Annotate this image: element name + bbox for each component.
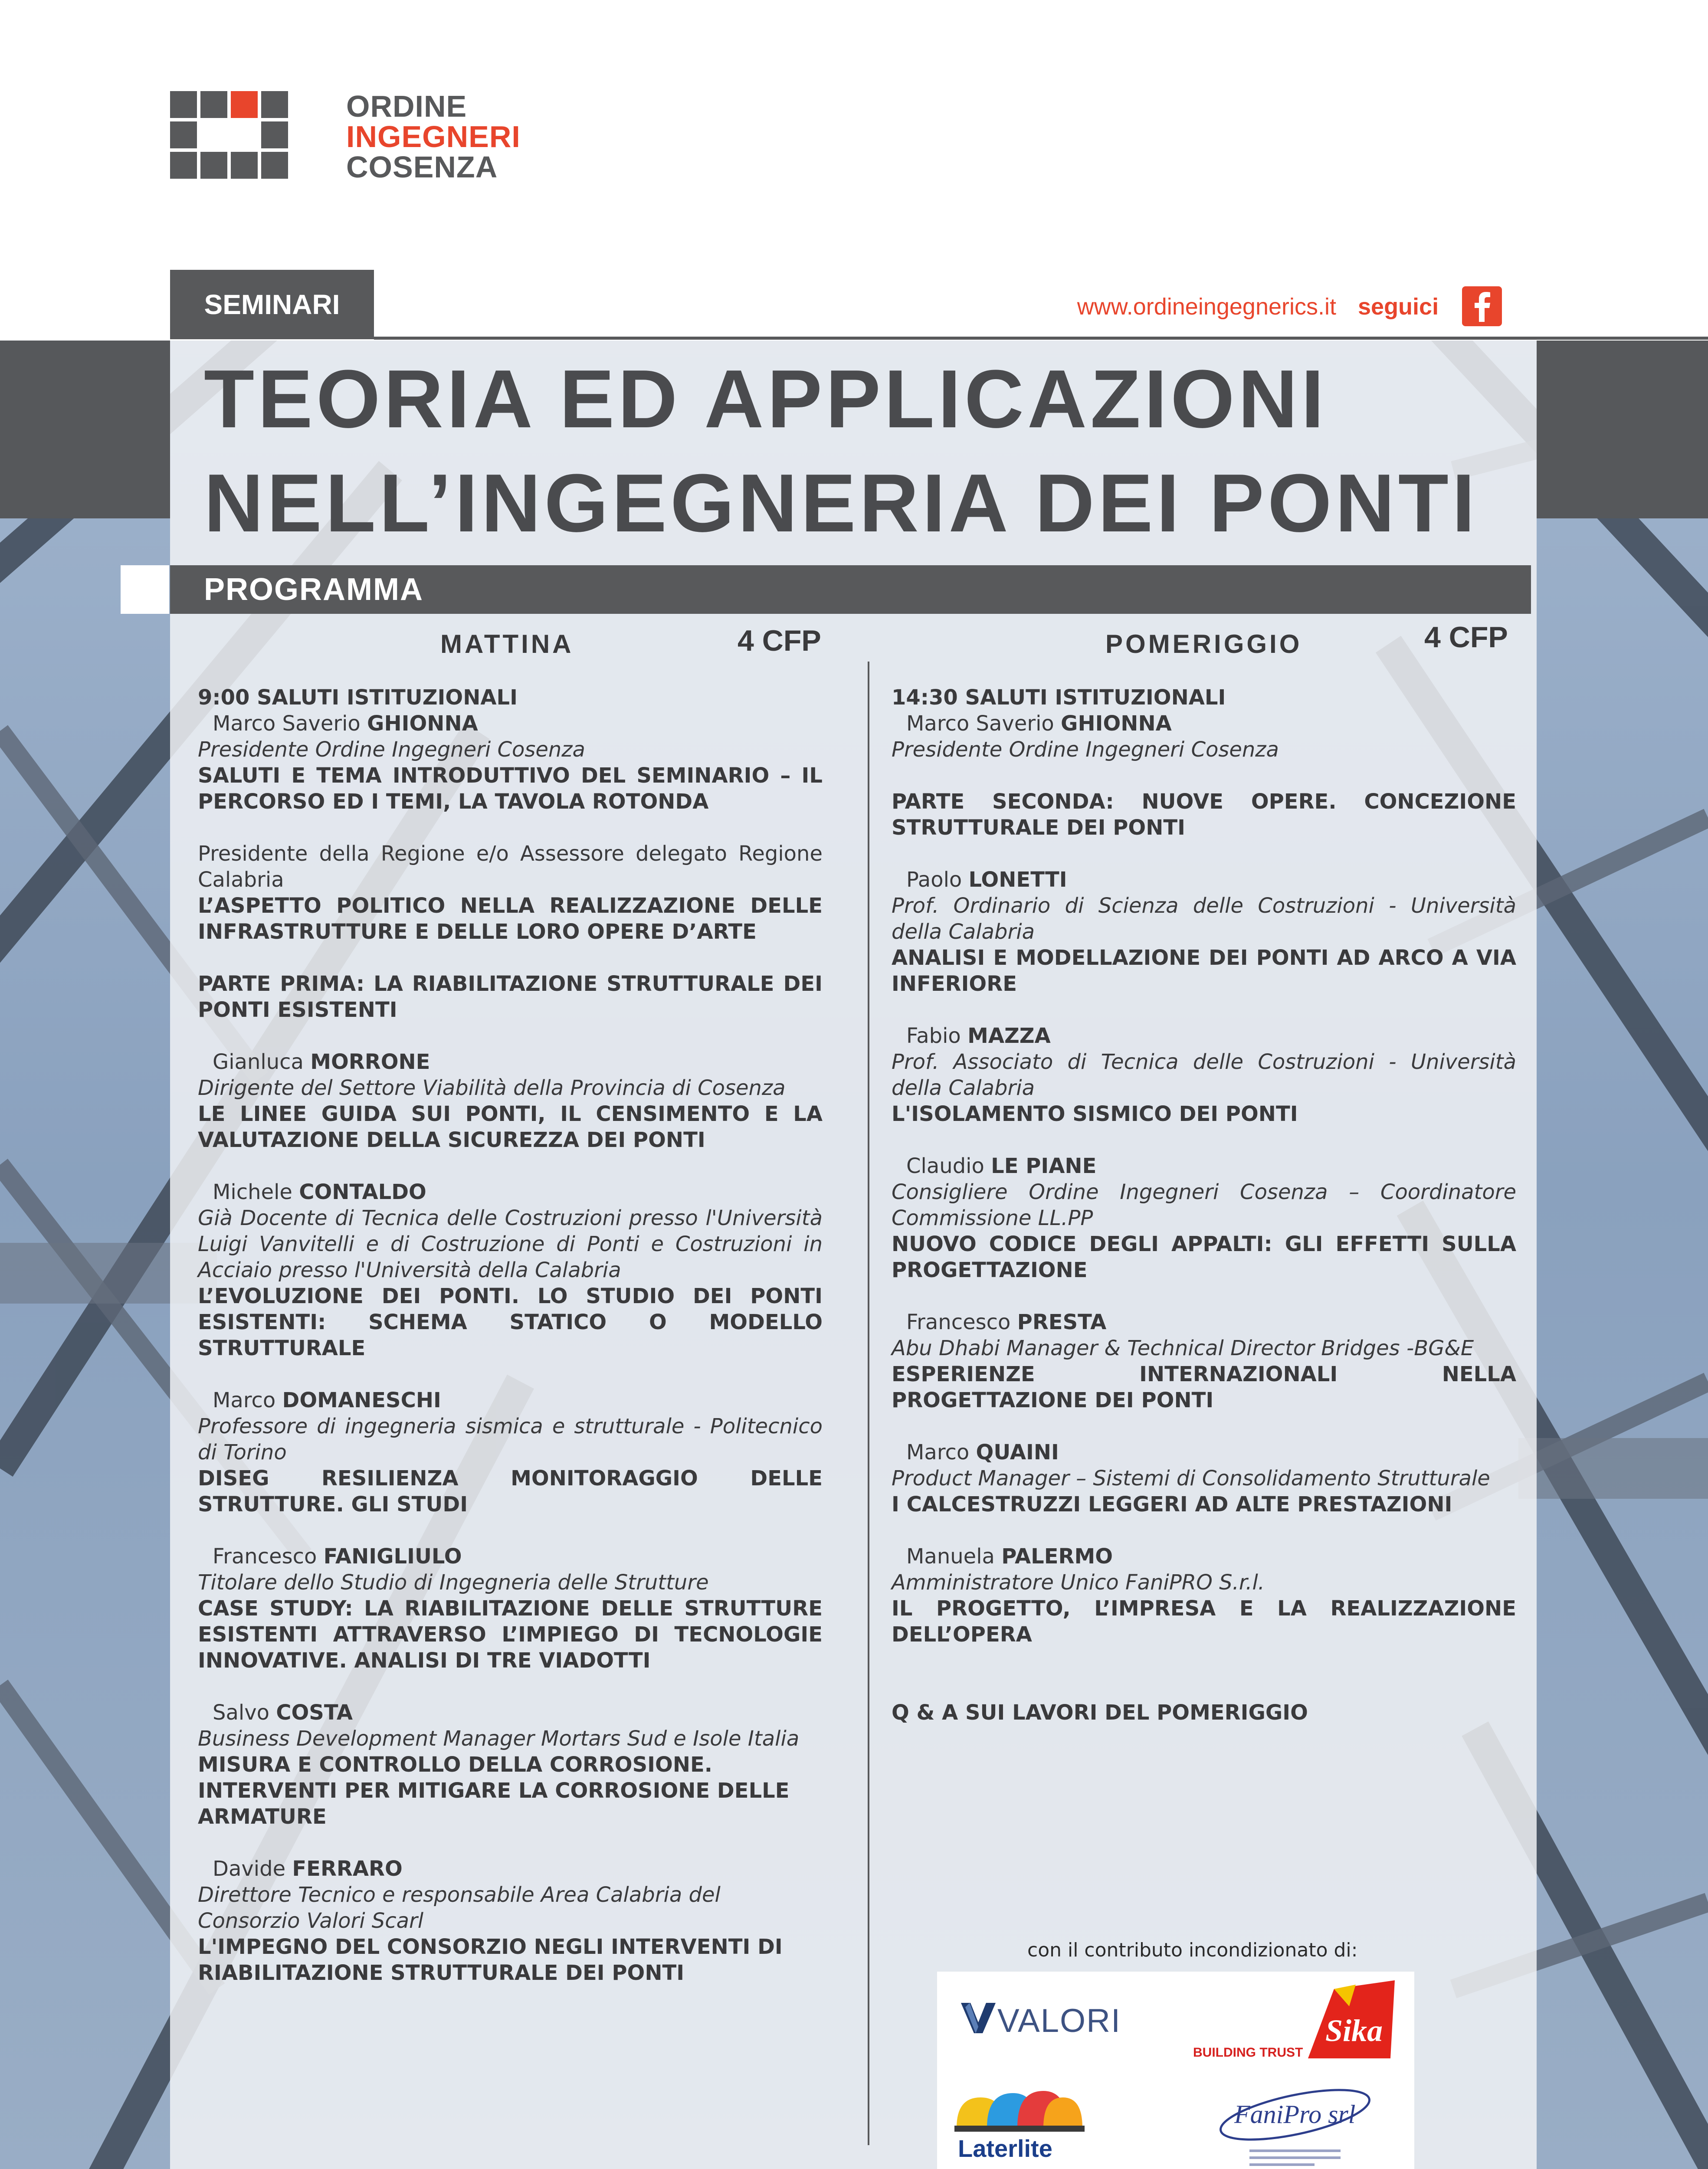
speaker-name: Marco Saverio GHIONNA [906, 711, 1172, 736]
speaker-role: Già Docente di Tecnica delle Costruzioni presso l'Università Luigi Vanvitelli e di Costruzione di Ponti e Costruzioni in Acciaio presso l'Università della Calabria [198, 1206, 823, 1282]
speaker-name: Francesco FANIGLIULO [213, 1544, 462, 1569]
session-time: 9:00 SALUTI ISTITUZIONALI [198, 685, 518, 710]
speaker-role: Amministratore Unico FaniPRO S.r.l. [892, 1570, 1265, 1595]
list-item [198, 841, 823, 945]
talk-title: DISEG RESILIENZA MONITORAGGIO DELLE STRUTTURE. GLI STUDI [198, 1466, 823, 1517]
talk-title: ESPERIENZE INTERNAZIONALI NELLA PROGETTAZIONE DEI PONTI [892, 1362, 1516, 1412]
list-item [892, 1543, 1516, 1648]
valori-logo: VALORI [961, 1993, 1143, 2045]
closing-session: Q & A SUI LAVORI DEL POMERIGGIO [892, 1700, 1308, 1725]
list-item [198, 1179, 823, 1361]
list-item [892, 1700, 1516, 1726]
speaker-role: Product Manager – Sistemi di Consolidamento Strutturale [892, 1466, 1490, 1491]
sponsors-label: con il contributo incondizionato di: [1027, 1939, 1358, 1961]
programma-square [121, 565, 169, 614]
talk-title: L'IMPEGNO DEL CONSORZIO NEGLI INTERVENTI DI RIABILITAZIONE STRUTTURALE DEI PONTI [198, 1935, 783, 1985]
laterlite-logo: Laterlite [954, 2080, 1093, 2169]
website-link[interactable]: www.ordineingegnerics.it [1077, 294, 1336, 320]
speaker-name: Manuela PALERMO [906, 1544, 1113, 1569]
speaker-role: Presidente Ordine Ingegneri Cosenza [892, 737, 1279, 762]
speaker-role: Direttore Tecnico e responsabile Area Calabria del Consorzio Valori Scarl [198, 1883, 721, 1933]
speaker-name: Gianluca MORRONE [213, 1050, 430, 1074]
morning-program [198, 685, 823, 2012]
pomeriggio-cfp: 4 CFP [1424, 621, 1508, 654]
speaker-role: Professore di ingegneria sismica e strutturale - Politecnico di Torino [198, 1414, 823, 1465]
part-heading: PARTE SECONDA: NUOVE OPERE. CONCEZIONE STRUTTURALE DEI PONTI [892, 790, 1516, 840]
logo-text-ordine: ORDINE [346, 89, 467, 123]
speaker-name: Davide FERRARO [213, 1857, 403, 1881]
list-item [892, 1153, 1516, 1283]
sika-logo: BUILDING TRUST Sika [1193, 1980, 1397, 2067]
column-divider [868, 662, 869, 2145]
talk-title: INTERVENTI PER MITIGARE LA CORROSIONE DELLE ARMATURE [198, 1779, 790, 1829]
list-item [892, 1439, 1516, 1517]
speaker-role: Business Development Manager Mortars Sud e Isole Italia [198, 1727, 800, 1751]
logo-text-ingegneri: INGEGNERI [346, 120, 521, 154]
speaker-role: Prof. Associato di Tecnica delle Costruzioni - Università della Calabria [892, 1050, 1516, 1100]
talk-title: I CALCESTRUZZI LEGGERI AD ALTE PRESTAZIONI [892, 1492, 1452, 1517]
logo-text-cosenza: COSENZA [346, 150, 498, 184]
speaker-role: Titolare dello Studio di Ingegneria delle Strutture [198, 1570, 709, 1595]
talk-title: L'ISOLAMENTO SISMICO DEI PONTI [892, 1102, 1298, 1126]
speaker-role: Dirigente del Settore Viabilità della Provincia di Cosenza [198, 1076, 786, 1100]
list-item [892, 685, 1516, 763]
list-item [198, 1700, 823, 1830]
list-item [198, 1387, 823, 1517]
speaker-name: Claudio LE PIANE [906, 1154, 1097, 1178]
talk-title: L’ASPETTO POLITICO NELLA REALIZZAZIONE DELLE INFRASTRUTTURE E DELLE LORO OPERE D’ARTE [198, 894, 823, 944]
talk-title: NUOVO CODICE DEGLI APPALTI: GLI EFFETTI SULLA PROGETTAZIONE [892, 1232, 1516, 1282]
part-heading: PARTE PRIMA: LA RIABILITAZIONE STRUTTURALE DEI PONTI ESISTENTI [198, 972, 823, 1022]
pomeriggio-heading: POMERIGGIO [1105, 629, 1302, 659]
talk-title: L’EVOLUZIONE DEI PONTI. LO STUDIO DEI PONTI ESISTENTI: SCHEMA STATICO O MODELLO STRUTTURALE [198, 1284, 823, 1360]
talk-title: SALUTI E TEMA INTRODUTTIVO DEL SEMINARIO – IL PERCORSO ED I TEMI, LA TAVOLA ROTONDA [198, 763, 823, 814]
seminar-title-line1: TEORIA ED APPLICAZIONI [204, 353, 1328, 445]
sponsors-box [937, 1972, 1414, 2169]
logo-mark [170, 91, 287, 182]
speaker-role: Consigliere Ordine Ingegneri Cosenza – Coordinatore Commissione LL.PP [892, 1180, 1516, 1230]
list-item [892, 789, 1516, 841]
facebook-icon[interactable] [1462, 286, 1502, 326]
programma-label: PROGRAMMA [204, 572, 423, 607]
afternoon-program [892, 685, 1516, 1752]
speaker-name: Fabio MAZZA [906, 1024, 1051, 1048]
list-item [198, 1049, 823, 1153]
header-rule [374, 337, 1708, 340]
talk-title: ANALISI E MODELLAZIONE DEI PONTI AD ARCO A VIA INFERIORE [892, 946, 1516, 996]
list-item [892, 1309, 1516, 1413]
mattina-cfp: 4 CFP [738, 624, 821, 657]
talk-title: LE LINEE GUIDA SUI PONTI, IL CENSIMENTO E LA VALUTAZIONE DELLA SICUREZZA DEI PONTI [198, 1102, 823, 1152]
seminari-tab: SEMINARI [170, 270, 374, 339]
speaker-role: Abu Dhabi Manager & Technical Director Bridges -BG&E [892, 1336, 1474, 1360]
talk-title: CASE STUDY: LA RIABILITAZIONE DELLE STRUTTURE ESISTENTI ATTRAVERSO L’IMPIEGO DI TECNOLOGIE INNOVATIVE. ANALISI DI TRE VIADOTTI [198, 1596, 823, 1673]
list-item [198, 971, 823, 1023]
seguici-label: seguici [1358, 294, 1439, 320]
speaker-name: Marco Saverio GHIONNA [213, 711, 478, 736]
speaker-role: Presidente Ordine Ingegneri Cosenza [198, 737, 585, 762]
speaker-role: Prof. Ordinario di Scienza delle Costruzioni - Università della Calabria [892, 894, 1516, 944]
list-item [892, 1023, 1516, 1127]
list-item [198, 1543, 823, 1674]
talk-title: IL PROGETTO, L’IMPRESA E LA REALIZZAZIONE DELL’OPERA [892, 1596, 1516, 1647]
talk-title: MISURA E CONTROLLO DELLA CORROSIONE. [198, 1753, 713, 1777]
speaker-role: Presidente della Regione e/o Assessore delegato Regione Calabria [198, 842, 823, 892]
list-item [892, 867, 1516, 997]
speaker-name: Paolo LONETTI [906, 868, 1067, 892]
speaker-name: Francesco PRESTA [906, 1310, 1107, 1334]
seminar-title-line2: NELL’INGEGNERIA DEI PONTI [204, 457, 1479, 549]
header-band-left [0, 341, 170, 518]
speaker-name: Marco DOMANESCHI [213, 1388, 441, 1412]
mattina-heading: MATTINA [440, 629, 574, 659]
speaker-name: Marco QUAINI [906, 1440, 1059, 1465]
header-band-right [1537, 341, 1708, 518]
list-item [198, 685, 823, 815]
speaker-name: Michele CONTALDO [213, 1180, 426, 1204]
list-item [198, 1856, 823, 1986]
fanipro-logo: FaniPro srl [1215, 2089, 1380, 2169]
session-time: 14:30 SALUTI ISTITUZIONALI [892, 685, 1226, 710]
speaker-name: Salvo COSTA [213, 1700, 353, 1725]
